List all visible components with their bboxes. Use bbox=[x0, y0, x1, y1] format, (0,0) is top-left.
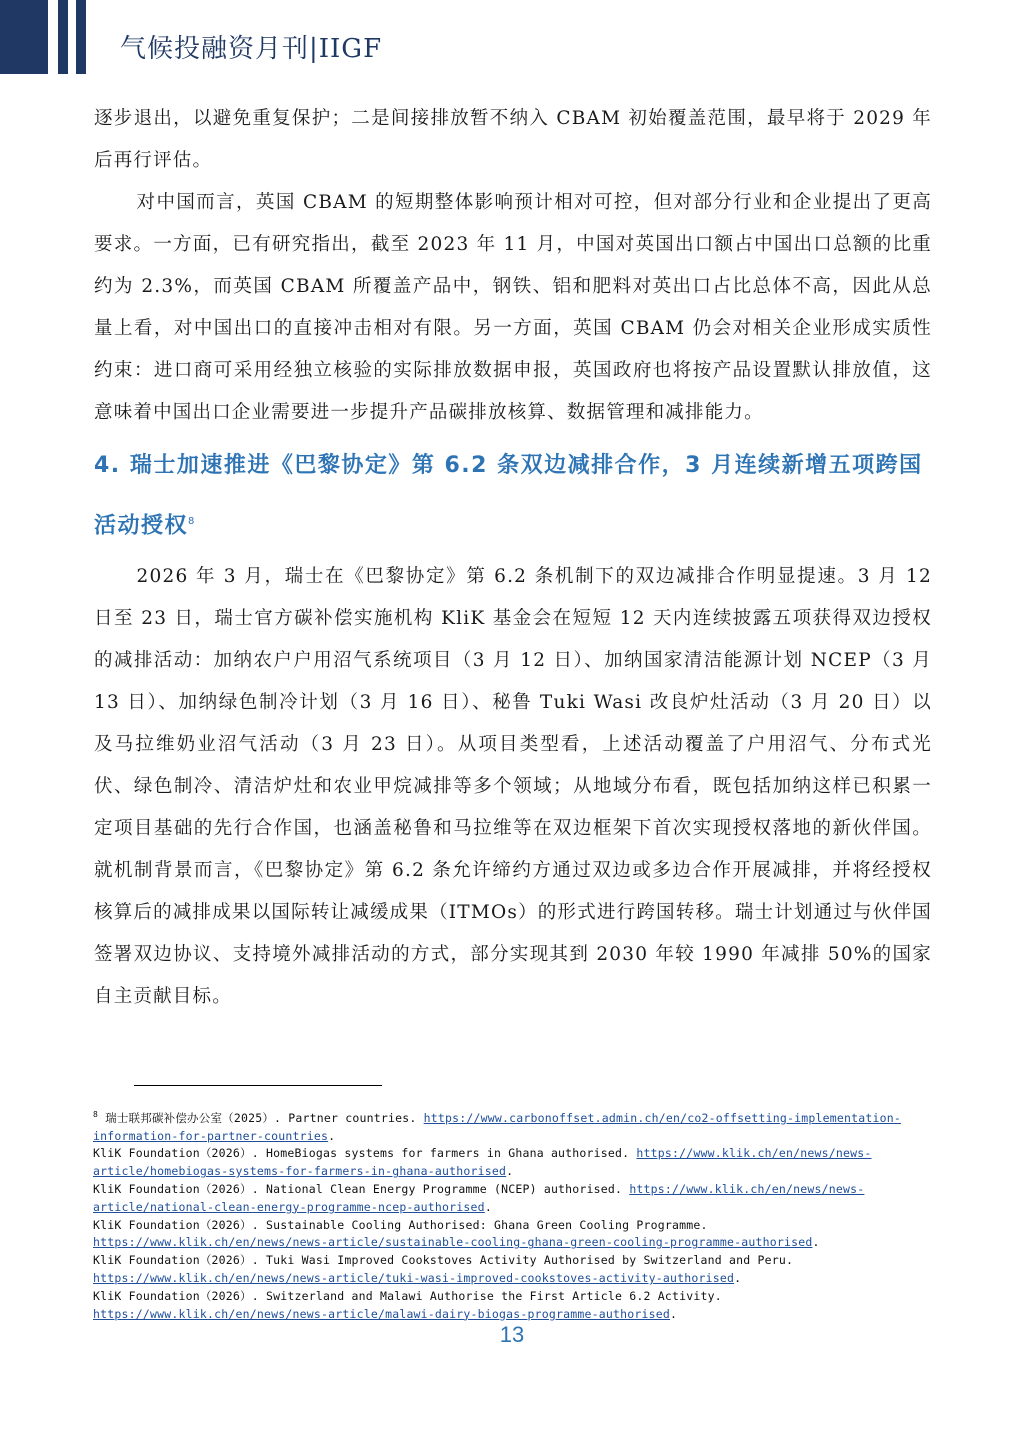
footnote-text: KliK Foundation（2026）. HomeBiogas systems for farmers in Ghana authorised. bbox=[93, 1146, 637, 1161]
main-content bbox=[94, 98, 932, 1018]
footnote-item: KliK Foundation（2026）. HomeBiogas systems for farmers in Ghana authorised. https://www.klik.ch/en/news/news-article/homebiogas-systems-for-farmers-in-ghana-authorised. bbox=[93, 1146, 872, 1179]
footnote-link[interactable]: https://www.klik.ch/en/news/news-article/tuki-wasi-improved-cookstoves-activity-authorised bbox=[93, 1271, 735, 1285]
page-number: 13 bbox=[499, 1322, 525, 1347]
header-bar-thin bbox=[76, 0, 86, 74]
footnote-mark: 8 bbox=[93, 1110, 99, 1119]
footnote-divider bbox=[134, 1085, 382, 1086]
footnote-item: KliK Foundation（2026）. Sustainable Cooling Authorised: Ghana Green Cooling Programme. https://www.klik.ch/en/news/news-article/sustainable-cooling-ghana-green-cooling-programme-authorised. bbox=[93, 1217, 820, 1250]
body-paragraph: 对中国而言，英国 CBAM 的短期整体影响预计相对可控，但对部分行业和企业提出了更高要求。一方面，已有研究指出，截至 2023 年 11 月，中国对英国出口额占中国出口总额的比重约为 2.3%，而英国 CBAM 所覆盖产品中，钢铁、铝和肥料对英出口占比总体不高，因此从总量上看，对中国出口的直接冲击相对有限。另一方面，英国 CBAM 仍会对相关企业形成实质性约束：进口商可采用经独立核验的实际排放数据申报，英国政府也将按产品设置默认排放值，这意味着中国出口企业需要进一步提升产品碳排放核算、数据管理和减排能力。 bbox=[94, 192, 932, 423]
footnote-item: $^8$ 瑞士联邦碳补偿办公室（2025）. Partner countries. https://www.carbonoffset.admin.ch/en/co2-offsetting-implementation-information-for-partner-countries. bbox=[93, 1110, 901, 1143]
footnote-ref[interactable]: 8 bbox=[188, 516, 196, 527]
page-header-title: 气候投融资月刊|IIGF bbox=[120, 34, 383, 64]
footnote-text: 瑞士联邦碳补偿办公室（2025）. Partner countries. bbox=[98, 1110, 424, 1125]
footnote-link[interactable]: https://www.klik.ch/en/news/news-article/homebiogas-systems-for-farmers-in-ghana-authorised bbox=[93, 1146, 872, 1179]
footnote-link[interactable]: https://www.klik.ch/en/news/news-article/national-clean-energy-programme-ncep-authorised bbox=[93, 1182, 865, 1214]
footnote-item: KliK Foundation（2026）. National Clean Energy Programme (NCEP) authorised. https://www.klik.ch/en/news/news-article/national-clean-energy-programme-ncep-authorised. bbox=[93, 1182, 865, 1214]
footnote-text: KliK Foundation（2026）. National Clean Energy Programme (NCEP) authorised. bbox=[93, 1182, 630, 1197]
body-paragraph: 2026 年 3 月，瑞士在《巴黎协定》第 6.2 条机制下的双边减排合作明显提速。3 月 12 日至 23 日，瑞士官方碳补偿实施机构 KliK 基金会在短短 12 天内连续披露五项获得双边授权的减排活动：加纳农户户用沼气系统项目（3 月 12 日）、加纳国家清洁能源计划 NCEP（3 月 13 日）、加纳绿色制冷计划（3 月 16 日）、秘鲁 Tuki Wasi 改良炉灶活动（3 月 20 日）以及马拉维奶业沼气活动（3 月 23 日）。从项目类型看，上述活动覆盖了户用沼气、分布式光伏、绿色制冷、清洁炉灶和农业甲烷减排等多个领域；从地域分布看，既包括加纳这样已积累一定项目基础的先行合作国，也涵盖秘鲁和马拉维等在双边框架下首次实现授权落地的新伙伴国。就机制背景而言，《巴黎协定》第 6.2 条允许缔约方通过双边或多边合作开展减排，并将经授权核算后的减排成果以国际转让减缓成果（ITMOs）的形式进行跨国转移。瑞士计划通过与伙伴国签署双边协议、支持境外减排活动的方式，部分实现其到 2030 年较 1990 年减排 50%的国家自主贡献目标。 bbox=[94, 566, 932, 1008]
footnote-link[interactable]: https://www.carbonoffset.admin.ch/en/co2-offsetting-implementation-information-for-partner-countries bbox=[93, 1110, 901, 1143]
body-paragraph: 逐步退出，以避免重复保护；二是间接排放暂不纳入 CBAM 初始覆盖范围，最早将于 2029 年后再行评估。 bbox=[94, 108, 932, 171]
footnote-text: KliK Foundation（2026）. Switzerland and Malawi Authorise the First Article 6.2 Activity. bbox=[93, 1288, 722, 1303]
footnotes bbox=[93, 1106, 933, 1323]
footnote-item: KliK Foundation（2026）. Switzerland and Malawi Authorise the First Article 6.2 Activity. https://www.klik.ch/en/news/news-article/malawi-dairy-biogas-programme-authorised. bbox=[93, 1288, 722, 1321]
footnote-link[interactable]: https://www.klik.ch/en/news/news-article/sustainable-cooling-ghana-green-cooling-programme-authorised bbox=[93, 1235, 813, 1250]
footnote-link[interactable]: https://www.klik.ch/en/news/news-article/malawi-dairy-biogas-programme-authorised bbox=[93, 1306, 671, 1321]
header-bar-thin bbox=[58, 0, 68, 74]
header-bar-wide bbox=[0, 0, 48, 74]
section-heading-text: 4. 瑞士加速推进《巴黎协定》第 6.2 条双边减排合作，3 月连续新增五项跨国活动授权 bbox=[94, 453, 923, 539]
footnote-text: KliK Foundation（2026）. Sustainable Cooling Authorised: Ghana Green Cooling Programme. bbox=[93, 1217, 708, 1232]
footnote-text: KliK Foundation（2026）. Tuki Wasi Improved Cookstoves Activity Authorised by Switzerland and Peru. bbox=[93, 1253, 794, 1268]
section-heading bbox=[94, 434, 932, 556]
footnote-item: KliK Foundation（2026）. Tuki Wasi Improved Cookstoves Activity Authorised by Switzerland and Peru. https://www.klik.ch/en/news/news-article/tuki-wasi-improved-cookstoves-activity-authorised. bbox=[93, 1253, 794, 1285]
